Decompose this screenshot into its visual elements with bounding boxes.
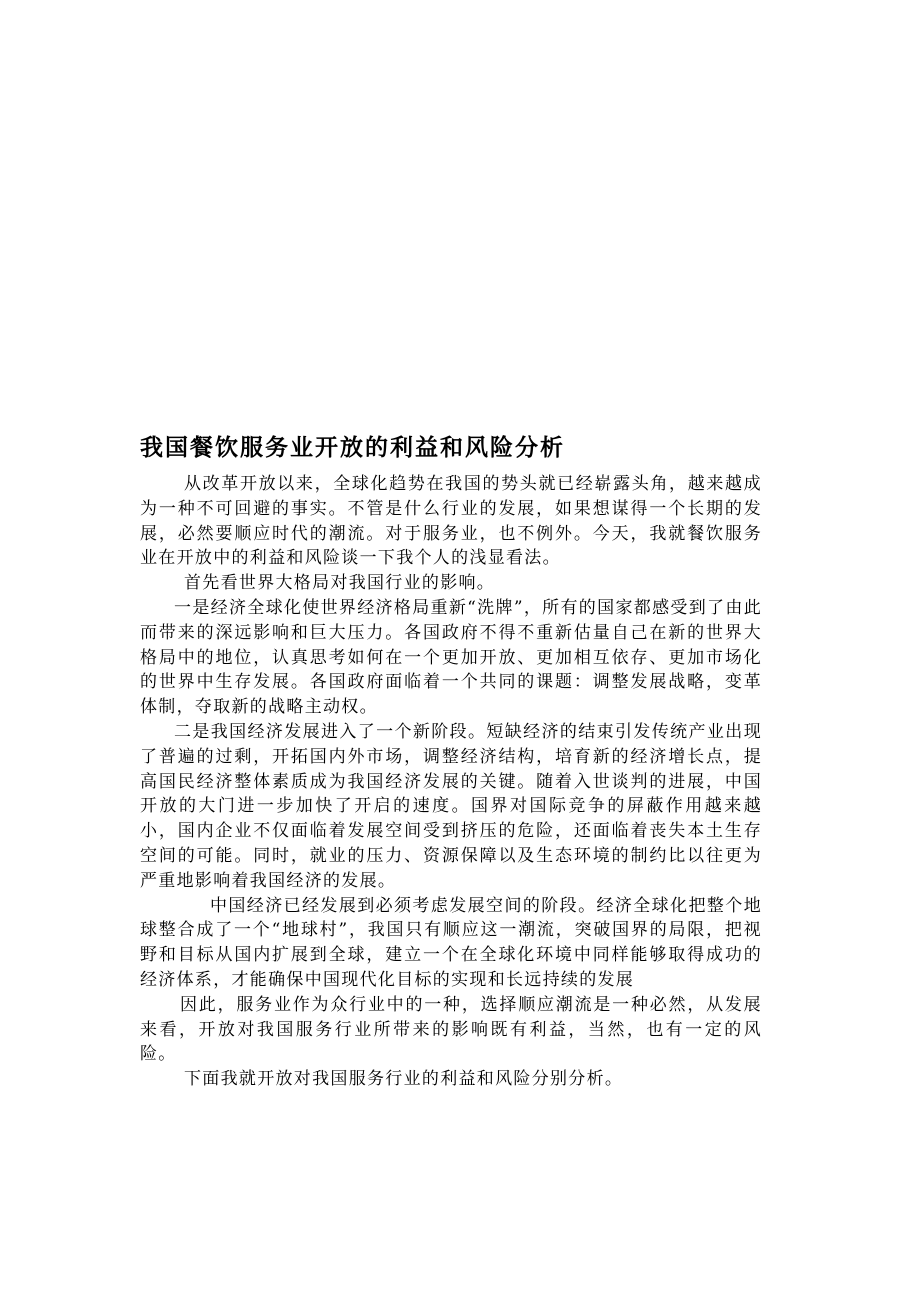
article-body: [140, 430, 762, 1092]
document-title: 我国餐饮服务业开放的利益和风险分析: [140, 435, 565, 461]
point-one-paragraph: 一是经济全球化使世界经济格局重新“洗牌”，所有的国家都感受到了由此而带来的深远影响和巨大压力。各国政府不得不重新估量自己在新的世界大格局中的地位，认真思考如何在一个更加开放、更加相互依存、更加市场化的世界中生存发展。各国政府面临着一个共同的课题：调整发展战略，变革体制，夺取新的战略主动权。: [140, 597, 762, 718]
point-two-paragraph: 二是我国经济发展进入了一个新阶段。短缺经济的结束引发传统产业出现了普遍的过剩，开拓国内外市场，调整经济结构，培育新的经济增长点，提高国民经济整体素质成为我国经济发展的关键。随着入世谈判的进展，中国开放的大门进一步加快了开启的速度。国界对国际竞争的屏蔽作用越来越小，国内企业不仅面临着发展空间受到挤压的危险，还面临着丧失本土生存空间的可能。同时，就业的压力、资源保障以及生态环境的制约比以往更为严重地影响着我国经济的发展。: [140, 721, 762, 891]
development-space-paragraph: 中国经济已经发展到必须考虑发展空间的阶段。经济全球化把整个地球整合成了一个“地球村”，我国只有顺应这一潮流，突破国界的局限，把视野和目标从国内扩展到全球，建立一个在全球化环境中同样能够取得成功的经济体系，才能确保中国现代化目标的实现和长远持续的发展: [140, 895, 762, 990]
analysis-intro-paragraph: 下面我就开放对我国服务行业的利益和风险分别分析。: [184, 1069, 624, 1090]
intro-paragraph: 从改革开放以来，全球化趋势在我国的势头就已经崭露头角，越来越成为一种不可回避的事实。不管是什么行业的发展，如果想谋得一个长期的发展，必然要顺应时代的潮流。对于服务业，也不例外。今天，我就餐饮服务业在开放中的利益和风险谈一下我个人的浅显看法。: [140, 474, 762, 569]
world-pattern-paragraph: 首先看世界大格局对我国行业的影响。: [184, 573, 496, 594]
conclusion-paragraph: 因此，服务业作为众行业中的一种，选择顺应潮流是一种必然，从发展来看，开放对我国服务行业所带来的影响既有利益，当然，也有一定的风险。: [140, 994, 762, 1065]
